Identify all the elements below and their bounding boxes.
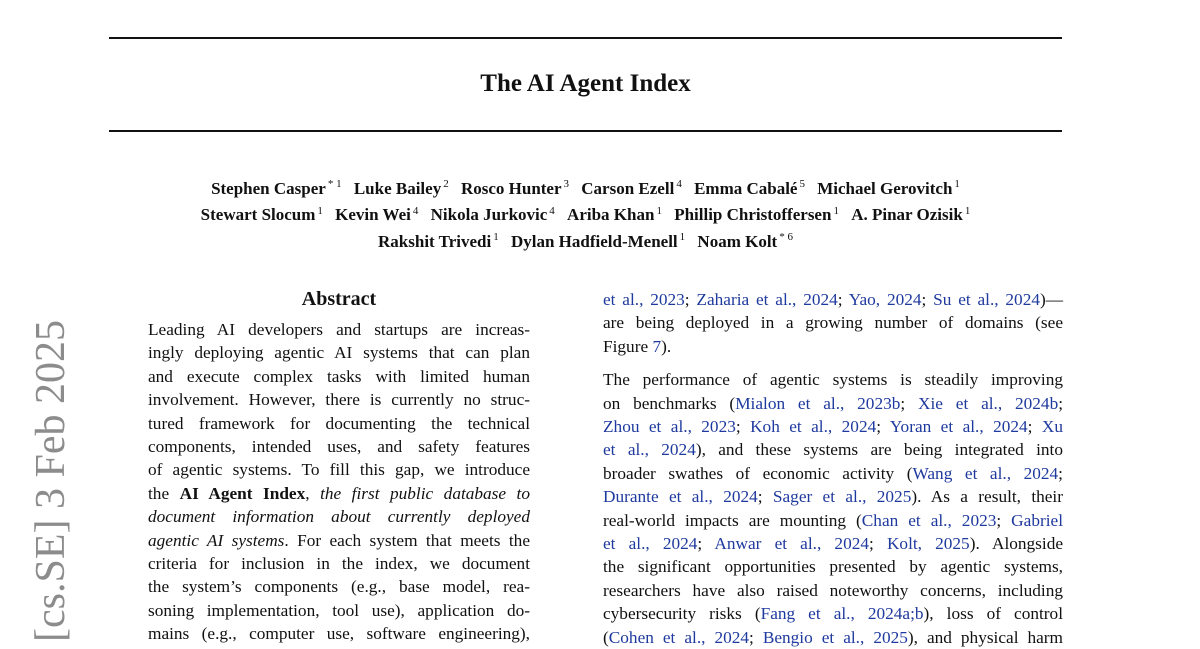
citation-link[interactable]: Kolt, 2025 [886, 534, 970, 554]
author-line-3 [0, 226, 1171, 253]
citation-link[interactable]: et al., 2024 [603, 440, 696, 460]
citation-link[interactable]: et al., 2023 [603, 290, 685, 309]
title-top-rule [109, 37, 1062, 39]
abstract-line: components, intended uses, and safety features [148, 437, 530, 457]
author: Rosco Hunter $^3$ [460, 178, 570, 198]
author: Stewart Slocum $^1$ [200, 204, 323, 225]
author: Luke Bailey $^2$ [353, 178, 449, 198]
author: Noam Kolt $^{* 6}$ [697, 231, 793, 251]
citation-link[interactable]: Durante et al., 2024 [603, 487, 758, 507]
author: Emma Cabalé $^5$ [694, 178, 805, 198]
author: Dylan Hadfield-Menell $^1$ [510, 231, 686, 251]
intro-paragraph-2: The performance of agentic systems is steadily improving on benchmarks (Mialon et al., 2023b; Xie et al., 2024b; Zhou et al., 2023; Koh et al., 2024; Yoran et al., 2024; Xu et al., 2024), and these systems are being integrated into broader swathes of economic activity (Wang et al., 2024; Durante et al., 2024; Sager et al., 2025). As a result, their real-world impacts are mounting (Chan et al., 2023; Gabriel et al., 2024; Anwar et al., 2024; Kolt, 2025). Alongside the significant opportunities presented by agentic systems, researchers have also raised noteworthy concerns, including cybersecurity risks (Fang et al., 2024a;b), loss of control (Cohen et al., 2024; Bengio et al., 2025), and physical harm [603, 370, 1064, 647]
author: Rakshit Trivedi $^1$ [378, 231, 499, 251]
citation-link[interactable]: Su et al., 2024 [933, 290, 1040, 309]
abstract-heading: Abstract [301, 288, 377, 310]
author: Michael Gerovitch $^1$ [817, 178, 960, 198]
author-line-2 [0, 200, 1171, 227]
abstract-line: criteria for inclusion in the index, we document [148, 554, 530, 574]
index-name: AI Agent Index [179, 483, 306, 503]
citation-link[interactable]: Cohen et al., 2024 [608, 627, 750, 647]
citation-link[interactable]: Xu [1041, 417, 1063, 437]
abstract-line: involvement. However, there is currently no struc- [148, 390, 530, 410]
abstract-line: document information about currently deployed [148, 507, 530, 527]
abstract-line: the AI Agent Index, the first public database to [148, 483, 531, 503]
author: Stephen Casper $^{* 1}$ [211, 178, 342, 198]
author: Kevin Wei $^4$ [335, 204, 419, 225]
abstract-line: soning implementation, tool use), application do- [148, 600, 530, 620]
arxiv-stamp [28, 318, 73, 643]
citation-link[interactable]: Fang et al., 2024a;b [760, 604, 924, 624]
abstract-line: and execute complex tasks with limited human [148, 366, 530, 386]
paper-title: The AI Agent Index [480, 70, 691, 97]
citation-link[interactable]: et al., 2024 [603, 534, 698, 554]
citation-link[interactable]: Zhou et al., 2023 [603, 417, 736, 437]
citation-link[interactable]: Mialon et al., 2023b [735, 393, 901, 413]
author: Phillip Christoffersen $^1$ [674, 204, 839, 225]
citation-link[interactable]: Yao, 2024 [848, 290, 922, 309]
citation-link[interactable]: Zaharia et al., 2024 [696, 290, 838, 309]
citation-link[interactable]: Xie et al., 2024b [918, 393, 1059, 413]
author: Ariba Khan $^1$ [567, 204, 662, 225]
author-line-1 [0, 173, 1171, 200]
abstract-line: the system’s components (e.g., base model, rea- [148, 577, 530, 597]
citation-link[interactable]: Sager et al., 2025 [772, 487, 912, 507]
abstract-body [148, 318, 530, 646]
citation-link[interactable]: Koh et al., 2024 [750, 417, 877, 437]
intro-paragraph-1: et al., 2023; Zaharia et al., 2024; Yao, 2024; Su et al., 2024)— are being deployed in a growing number of domains (see Figure 7). [603, 290, 1064, 356]
author-list [0, 173, 1171, 253]
abstract-line: of agentic systems. To fill this gap, we introduce [148, 460, 530, 480]
citation-link[interactable]: Gabriel [1011, 510, 1063, 530]
citation-link[interactable]: Wang et al., 2024 [912, 463, 1059, 483]
figure-link[interactable]: 7 [652, 336, 662, 356]
abstract-line: Leading AI developers and startups are increas- [148, 320, 530, 339]
abstract-line: tured framework for documenting the technical [148, 413, 530, 433]
intro-body [603, 288, 1063, 649]
abstract-line: agentic AI systems. For each system that meets the [148, 530, 530, 550]
citation-link[interactable]: Bengio et al., 2025 [762, 627, 908, 647]
abstract-line: mains (e.g., computer use, software engineering), [148, 624, 530, 644]
title-bottom-rule [109, 130, 1062, 132]
citation-link[interactable]: Chan et al., 2023 [861, 510, 997, 530]
author: Nikola Jurkovic $^4$ [430, 204, 555, 225]
citation-link[interactable]: Anwar et al., 2024 [714, 534, 869, 554]
abstract-line: ingly deploying agentic AI systems that can plan [148, 343, 530, 363]
author: A. Pinar Ozisik $^1$ [851, 204, 971, 225]
author: Carson Ezell $^4$ [581, 178, 682, 198]
arxiv-stamp-text: [cs.SE] 3 Feb 2025 [27, 319, 74, 642]
citation-link[interactable]: Yoran et al., 2024 [889, 417, 1028, 437]
